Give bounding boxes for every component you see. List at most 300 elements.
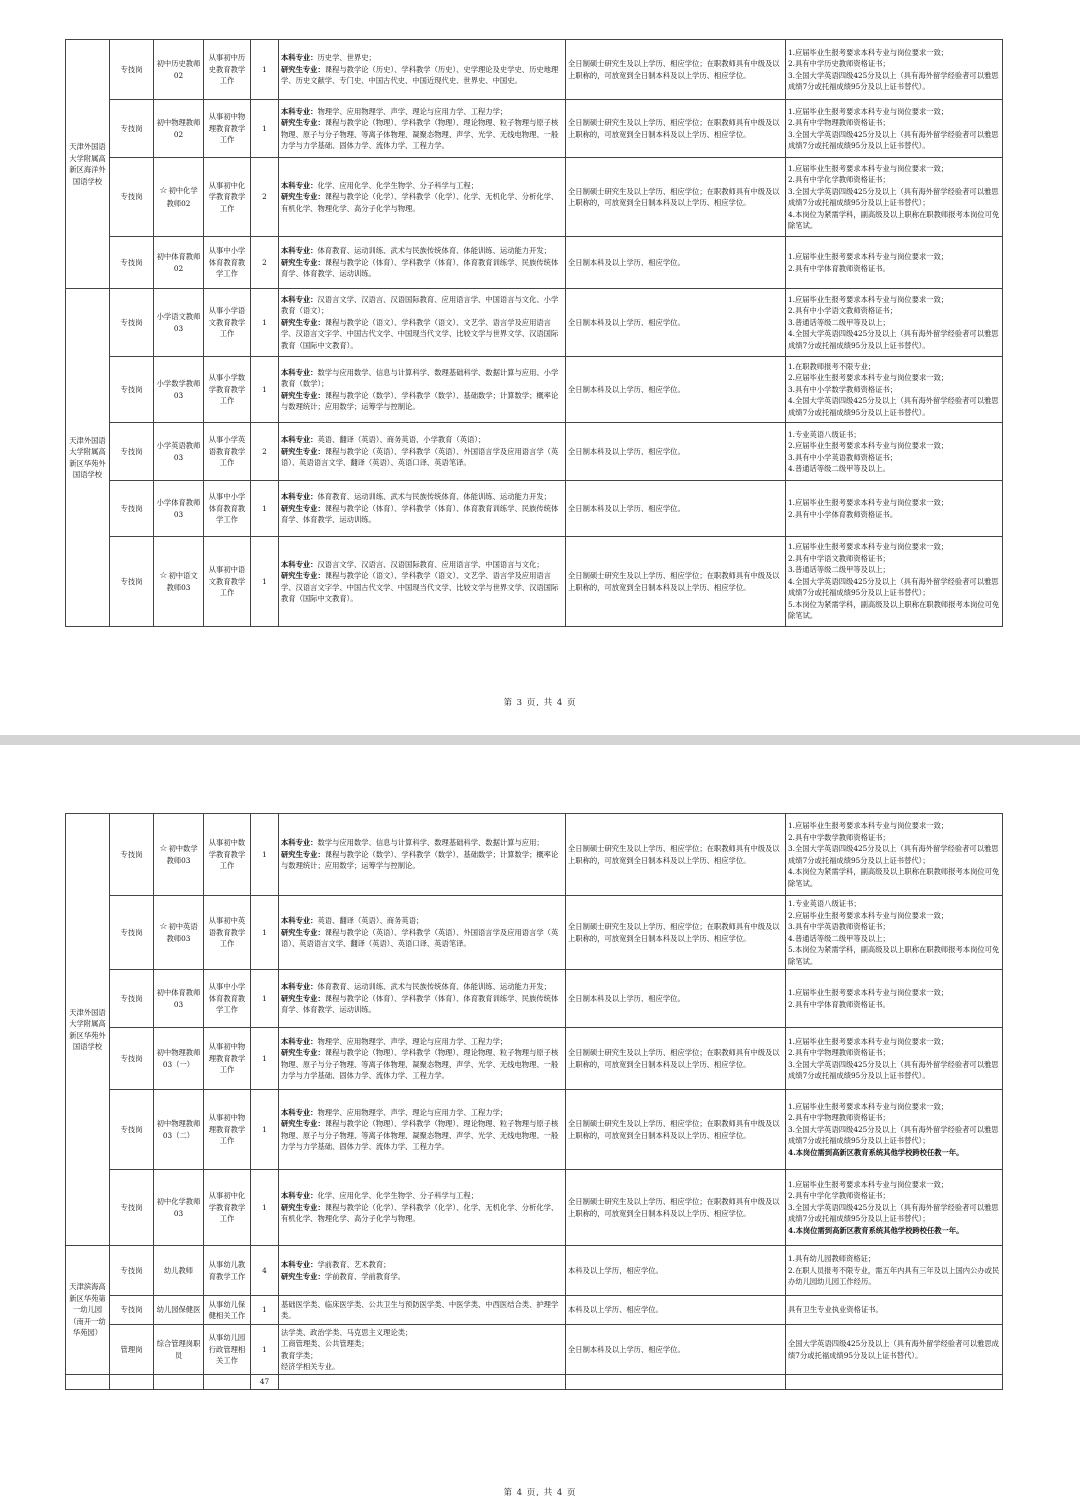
post-type-cell: 专技岗 [110,289,154,357]
position-name: 初中物理教师02 [156,118,201,139]
total-blank-cell [66,1375,110,1390]
requirement-line: 1.应届毕业生报考要求本科专业与岗位要求一致； [788,1101,949,1111]
total-row [66,1375,1003,1390]
major-text: 物理学、应用物理学、声学、理论与应用力学、工程力学； [317,1107,508,1117]
major-requirement-cell [279,357,566,423]
requirement-line: 4.全国大学英语四级425分及以上（具有海外留学经验者可以雅思成绩7分或托福成绩95分及以上证书替代）。 [788,329,999,350]
post-type-cell: 专技岗 [110,1090,154,1170]
requirement-line: 2.应届毕业生报考要求本科专业与岗位要求一致； [788,910,949,920]
education-requirement-cell: 全日制本科及以上学历、相应学位。 [566,481,786,537]
position-name-cell [154,289,204,357]
headcount-cell: 4 [251,1246,279,1296]
requirement-line: 3.全国大学英语四级425分及以上（具有海外留学经验者可以雅思成绩7分或托福成绩95分及以上证书替代）； [788,844,999,865]
major-line [281,981,563,993]
headcount-cell: 1 [251,814,279,896]
major-text: 汉语言文学、汉语言、汉语国际教育、应用语言学、中国语言与文化、小学教育（语文）； [281,294,559,316]
major-line [281,570,563,605]
employer-unit-cell: 天津外国语大学附属高新区华苑外国语学校 [66,289,110,627]
page-separator [0,735,1080,745]
position-name-cell [154,1296,204,1325]
headcount-cell: 1 [251,1028,279,1090]
major-line [281,1036,563,1048]
major-line [281,180,563,192]
job-description-cell: 从事初中数学教育教学工作 [204,814,251,896]
major-label: 本科专业： [281,53,318,63]
major-label: 本科专业： [281,1191,318,1201]
major-label: 本科专业： [281,982,318,992]
requirement-line: 3.全国大学英语四级425分及以上（具有海外留学经验者可以雅思成绩7分或托福成绩95分及以上证书替代）。 [788,1059,999,1080]
urgent-star-icon: ☆ [159,921,168,932]
major-text: 课程与教学论（英语）、学科教学（英语）、外国语言学及应用语言学（英语）、英语语言文学、翻译（英语）、英语口译、英语笔译。 [281,446,559,468]
education-requirement-cell: 全日制本科及以上学历、相应学位。 [566,357,786,423]
major-text: 数学与应用数学、信息与计算科学、数理基础科学、数据计算与应用； [317,838,544,848]
requirement-line: 1.在职教师报考不限专业； [788,361,876,371]
major-requirement-cell [279,423,566,481]
headcount-cell: 1 [251,896,279,970]
position-name: 初中化学教师02 [166,186,198,208]
major-line [281,1327,563,1339]
requirement-line: 1.应届毕业生报考要求本科专业与岗位要求一致； [788,988,949,997]
major-label: 研究生专业： [281,257,325,267]
major-requirement-cell [279,814,566,896]
major-requirement-cell [279,481,566,537]
position-name-cell [154,1170,204,1246]
major-requirement-cell [279,289,566,357]
table-row [66,1296,1003,1325]
headcount-cell: 2 [251,158,279,237]
headcount-cell: 1 [251,1296,279,1325]
major-line [281,927,563,950]
headcount-cell: 1 [251,357,279,423]
major-text: 教育学类； [281,1350,318,1360]
major-label: 研究生专业： [281,1119,325,1128]
table-row [66,970,1003,1028]
major-text: 化学、应用化学、化学生物学、分子科学与工程； [317,1191,479,1201]
table-row [66,537,1003,627]
table-row [66,1170,1003,1246]
major-text: 课程与教学论（语文）、学科教学（语文）、文艺学、语言学及应用语言学、汉语言文字学、中国古代文学、中国现当代文学、比较文学与世界文学、汉语国际教育（国际中文教育）。 [281,571,559,603]
major-line [281,1299,563,1322]
education-requirement-cell: 全日制硕士研究生及以上学历、相应学位；在职教师具有中级及以上职称的，可放宽到全日制本科及以上学历、相应学位。 [566,814,786,896]
education-requirement-cell: 全日制本科及以上学历、相应学位。 [566,237,786,289]
job-description-cell: 从事初中物理教育教学工作 [204,1090,251,1170]
requirement-line: 3.具有中学英语教师资格证书； [788,922,890,931]
major-label: 研究生专业： [281,503,325,513]
major-requirement-cell [279,1028,566,1090]
major-line [281,559,563,571]
major-requirement-cell [279,158,566,237]
requirement-line: 1.应届毕业生报考要求本科专业与岗位要求一致； [788,542,949,552]
table-row [66,357,1003,423]
requirement-line: 2.应届毕业生报考要求本科专业与岗位要求一致； [788,441,949,450]
major-line [281,257,563,280]
major-text: 体育教育、运动训练、武术与民族传统体育、体能训练、运动能力开发； [317,246,551,256]
requirement-line: 4.普通话等级二级甲等及以上。 [788,464,890,473]
major-text: 课程与教学论（体育）、学科教学（体育）、体育教育训练学、民族传统体育学、体育教学、运动训练。 [281,993,559,1015]
education-requirement-cell: 全日制硕士研究生及以上学历、相应学位；在职教师具有中级及以上职称的，可放宽到全日制本科及以上学历、相应学位。 [566,100,786,158]
position-name-cell [154,357,204,423]
major-line [281,1107,563,1119]
post-type-cell: 专技岗 [110,1296,154,1325]
major-line [281,1259,563,1271]
total-blank-cell [786,1375,1003,1390]
education-requirement-cell: 本科及以上学历、相应学位。 [566,1296,786,1325]
job-description-cell: 从事中小学体育教育教学工作 [204,237,251,289]
requirement-line: 1.应届毕业生报考要求本科专业与岗位要求一致； [788,498,949,507]
major-label: 本科专业： [281,180,318,190]
major-line [281,1118,563,1153]
requirement-line-bold: 4.本岗位需到高新区教育系统其他学校跨校任教一年。 [788,1225,964,1235]
major-requirement-cell [279,1170,566,1246]
requirement-line: 2.具有中小学语文教师资格证书； [788,306,898,316]
major-text: 课程与教学论（物理）、学科教学（物理）、理论物理、粒子物理与原子核物理、原子与分子物理、等离子体物理、凝聚态物理、声学、光学、无线电物理、一般力学与力学基础、固体力学、流体力学、工程力学。 [281,1048,559,1080]
requirement-line: 2.具有中学语文教师资格证书； [788,553,890,563]
document-page-4 [0,745,1080,1508]
major-text: 课程与教学论（数学）、学科教学（数学）、基础数学；计算数学；概率论与数理统计；应用数学；运筹学与控制论。 [281,849,559,871]
position-name: 幼儿园保健医 [156,1305,201,1315]
post-type-cell: 管理岗 [110,1325,154,1375]
table-row [66,289,1003,357]
major-text: 课程与教学论（物理）、学科教学（物理）、理论物理、粒子物理与原子核物理、原子与分子物理、等离子体物理、凝聚态物理、声学、光学、无线电物理、一般力学与力学基础、固体力学、流体力学、工程力学。 [281,1119,559,1151]
position-name: 小学语文教师03 [156,312,201,333]
major-text: 课程与教学论（数学）、学科教学（数学）、基础数学；计算数学；概率论与数理统计；应用数学；运筹学与控制论。 [281,390,559,411]
major-line [281,191,563,214]
table-row [66,1246,1003,1296]
requirement-line: 3.全国大学英语四级425分及以上（具有海外留学经验者可以雅思成绩7分或托福成绩95分及以上证书替代）； [788,1202,999,1224]
major-label: 研究生专业： [281,571,325,580]
major-line [281,294,563,317]
major-text: 化学、应用化学、化学生物学、分子科学与工程； [317,180,479,190]
position-name-cell [154,537,204,627]
job-description-cell: 从事小学英语教育教学工作 [204,423,251,481]
post-type-cell: 专技岗 [110,970,154,1028]
other-requirement-cell [786,1325,1003,1375]
other-requirement-cell [786,423,1003,481]
major-text: 经济学相关专业。 [281,1362,340,1371]
major-text: 汉语言文学、汉语言、汉语国际教育、应用语言学、中国语言与文化； [317,559,544,569]
other-requirement-cell [786,100,1003,158]
employer-unit-cell: 天津外国语大学附属高新区华苑外国语学校 [66,814,110,1246]
position-name-cell [154,481,204,537]
major-requirement-cell [279,237,566,289]
position-name: 初中体育教师03 [156,988,201,1009]
major-line [281,390,563,413]
requirement-line: 2.具有中学历史教师资格证书； [788,59,890,68]
major-label: 本科专业： [281,1260,318,1269]
requirement-line: 2.具有中学物理教师资格证书； [788,1048,890,1057]
other-requirement-cell [786,1246,1003,1296]
requirement-line: 1.应届毕业生报考要求本科专业与岗位要求一致； [788,1036,949,1046]
page-footer: 第 3 页, 共 4 页 [503,698,577,708]
requirement-line: 5.本岗位为紧需学科，副高级及以上职称在职教师报考本岗位可免除笔试。 [788,599,1000,621]
job-description-cell: 从事初中历史教育教学工作 [204,40,251,100]
education-requirement-cell: 全日制本科及以上学历、相应学位。 [566,1325,786,1375]
total-headcount-cell: 47 [251,1375,279,1390]
major-line [281,52,563,64]
education-requirement-cell: 全日制硕士研究生及以上学历、相应学位；在职教师具有中级及以上职称的，可放宽到全日制本科及以上学历、相应学位。 [566,40,786,100]
requirement-line-bold: 4.本岗位需到高新区教育系统其他学校跨校任教一年。 [788,1147,964,1157]
education-requirement-cell: 全日制硕士研究生及以上学历、相应学位；在职教师具有中级及以上职称的，可放宽到全日制本科及以上学历、相应学位。 [566,896,786,970]
job-description-cell: 从事小学语文教育教学工作 [204,289,251,357]
requirement-line: 1.应届毕业生报考要求本科专业与岗位要求一致； [788,252,949,261]
major-line [281,837,563,849]
major-label: 研究生专业： [281,118,325,127]
major-label: 本科专业： [281,492,318,502]
total-blank-cell [279,1375,566,1390]
post-type-cell: 专技岗 [110,237,154,289]
position-name: 初中体育教师02 [156,252,201,273]
post-type-cell: 专技岗 [110,896,154,970]
employer-unit-cell: 天津滨海高新区华苑第一幼儿园（南开一幼华苑园） [66,1246,110,1375]
major-text: 学前教育、艺术教育； [317,1260,391,1269]
major-line [281,1047,563,1082]
headcount-cell: 1 [251,1170,279,1246]
major-label: 本科专业： [281,294,318,304]
requirement-line: 2.应届毕业生报考要求本科专业与岗位要求一致； [788,373,949,383]
major-text: 课程与教学论（历史）、学科教学（历史）、史学理论及史学史、历史地理学、历史文献学、专门史、中国古代史、中国近现代史、世界史、中国史。 [281,64,559,86]
requirement-line: 3.全国大学英语四级425分及以上（具有海外留学经验者可以雅思成绩7分或托福成绩95分及以上证书替代）。 [788,70,999,91]
job-description-cell: 从事幼儿教育教学工作 [204,1246,251,1296]
position-name: 小学数学教师03 [156,379,201,400]
requirement-line: 2.具有中学化学教师资格证书； [788,175,890,184]
major-label: 本科专业： [281,435,318,445]
major-text: 课程与教学论（化学）、学科教学（化学）、化学、无机化学、分析化学、有机化学、物理化学、高分子化学与物理。 [281,1202,559,1224]
major-line [281,446,563,469]
table-row [66,1028,1003,1090]
requirement-line: 2.具有中小学体育教师资格证书。 [788,509,898,519]
post-type-cell: 专技岗 [110,40,154,100]
major-text: 课程与教学论（英语）、学科教学（英语）、外国语言学及应用语言学（英语）、英语语言文学、翻译（英语）、英语口译、英语笔译。 [281,927,559,949]
major-line [281,106,563,118]
position-name-cell [154,1246,204,1296]
headcount-cell: 1 [251,481,279,537]
urgent-star-icon: ☆ [159,186,168,196]
major-label: 本科专业： [281,838,318,848]
table-row [66,1325,1003,1375]
requirement-line: 3.全国大学英语四级425分及以上（具有海外留学经验者可以雅思成绩7分或托福成绩95分及以上证书替代）； [788,186,999,207]
position-name: 幼儿教师 [163,1265,194,1275]
major-line [281,317,563,352]
major-line [281,1338,563,1350]
education-requirement-cell: 全日制本科及以上学历、相应学位。 [566,289,786,357]
major-requirement-cell [279,1325,566,1375]
major-text: 课程与教学论（体育）、学科教学（体育）、体育教育训练学、民族传统体育学、体育教学、运动训练。 [281,503,559,525]
headcount-cell: 1 [251,970,279,1028]
major-label: 研究生专业： [281,317,325,327]
job-description-cell: 从事初中语文教育教学工作 [204,537,251,627]
document-page-3 [0,0,1080,735]
major-line [281,849,563,872]
major-requirement-cell [279,896,566,970]
table-row [66,481,1003,537]
post-type-cell: 专技岗 [110,1170,154,1246]
headcount-cell: 1 [251,289,279,357]
major-requirement-cell [279,40,566,100]
education-requirement-cell: 全日制本科及以上学历、相应学位。 [566,423,786,481]
major-label: 研究生专业： [281,1048,325,1057]
major-line [281,367,563,390]
job-description-cell: 从事幼儿保健相关工作 [204,1296,251,1325]
job-description-cell: 从事初中物理教育教学工作 [204,100,251,158]
major-label: 本科专业： [281,246,318,256]
requirement-line: 1.专业英语八级证书； [788,429,861,439]
major-text: 课程与教学论（体育）、学科教学（体育）、体育教育训练学、民族传统体育学、体育教学、运动训练。 [281,257,559,279]
requirement-line: 2.在职人员报考不限专业，需五年内具有三年及以上国内公办或民办幼儿园幼儿园工作经历。 [788,1265,1000,1287]
major-text: 学前教育、学前教育学。 [324,1271,406,1281]
major-line [281,1271,563,1283]
education-requirement-cell: 全日制硕士研究生及以上学历、相应学位；在职教师具有中级及以上职称的，可放宽到全日制本科及以上学历、相应学位。 [566,537,786,627]
other-requirement-cell [786,1028,1003,1090]
recruitment-table [65,39,1003,627]
major-text: 课程与教学论（化学）、学科教学（化学）、化学、无机化学、分析化学、有机化学、物理化学、高分子化学与物理。 [281,192,559,213]
post-type-cell: 专技岗 [110,481,154,537]
requirement-line: 1.应届毕业生报考要求本科专业与岗位要求一致； [788,821,949,830]
requirement-line: 1.应届毕业生报考要求本科专业与岗位要求一致； [788,163,949,173]
employer-unit-cell: 天津外国语大学附属高新区海洋外国语学校 [66,40,110,289]
major-text: 物理学、应用物理学、声学、理论与应用力学、工程力学； [317,106,508,116]
other-requirement-cell [786,1170,1003,1246]
job-description-cell: 从事初中化学教育教学工作 [204,1170,251,1246]
page-footer: 第 4 页, 共 4 页 [503,1488,577,1498]
requirement-line: 5.本岗位为紧需学科，副高级及以上职称在职教师报考本岗位可免除笔试。 [788,945,1000,966]
headcount-cell: 1 [251,40,279,100]
headcount-cell: 1 [251,100,279,158]
major-text: 体育教育、运动训练、武术与民族传统体育、体能训练、运动能力开发； [317,492,551,502]
major-line [281,434,563,446]
requirement-line: 4.全国大学英语四级425分及以上（具有海外留学经验者可以雅思成绩7分或托福成绩95分及以上证书替代）。 [788,396,999,417]
major-text: 数学与应用数学、信息与计算科学、数理基础科学、数据计算与应用、小学教育（数学）； [281,367,559,388]
requirement-line: 4.普通话等级二级甲等及以上； [788,933,890,943]
requirement-line: 具有卫生专业执业资格证书。 [788,1305,883,1315]
major-requirement-cell [279,537,566,627]
job-description-cell: 从事初中化学教育教学工作 [204,158,251,237]
job-description-cell: 从事小学数学教育教学工作 [204,357,251,423]
total-blank-cell [204,1375,251,1390]
requirement-line: 1.专业英语八级证书； [788,899,861,908]
position-name: 综合管理岗职员 [156,1339,201,1360]
major-label: 本科专业： [281,1107,318,1117]
table-row [66,896,1003,970]
table-row [66,1090,1003,1170]
position-name-cell [154,970,204,1028]
major-text: 物理学、应用物理学、声学、理论与应用力学、工程力学； [317,1036,508,1046]
requirement-line: 3.具有中小学英语教师资格证书； [788,452,898,462]
major-requirement-cell [279,1090,566,1170]
position-name-cell [154,814,204,896]
other-requirement-cell [786,158,1003,237]
requirement-line: 4.本岗位为紧需学科，副高级及以上职称在职教师报考本岗位可免除笔试。 [788,867,1000,888]
headcount-cell: 1 [251,537,279,627]
position-name-cell [154,40,204,100]
major-text: 工商管理类、公共管理类； [281,1339,369,1348]
headcount-cell: 2 [251,237,279,289]
table-row [66,423,1003,481]
requirement-line: 2.具有中学体育教师资格证书。 [788,999,890,1009]
other-requirement-cell [786,289,1003,357]
major-text: 英语、翻译（英语）、商务英语、小学教育（英语）； [317,435,486,445]
major-label: 研究生专业： [281,192,325,202]
major-label: 研究生专业： [281,1271,325,1281]
other-requirement-cell [786,537,1003,627]
post-type-cell: 专技岗 [110,814,154,896]
education-requirement-cell: 全日制硕士研究生及以上学历、相应学位；在职教师具有中级及以上职称的，可放宽到全日制本科及以上学历、相应学位。 [566,1028,786,1090]
position-name-cell [154,100,204,158]
table-row [66,158,1003,237]
headcount-cell: 1 [251,1090,279,1170]
major-line [281,491,563,503]
major-text: 课程与教学论（物理）、学科教学（物理）、理论物理、粒子物理与原子核物理、原子与分子物理、等离子体物理、凝聚态物理、声学、光学、无线电物理、一般力学与力学基础、固体力学、流体力学、工程力学。 [281,118,559,150]
major-text: 课程与教学论（语文）、学科教学（语文）、文艺学、语言学及应用语言学、汉语言文字学、中国古代文学、中国现当代文学、比较文学与世界文学、汉语国际教育（国际中文教育）。 [281,317,559,350]
requirement-line: 1.具有幼儿园教师资格证； [788,1254,876,1264]
requirement-line: 3.普通话等级二级甲等及以上； [788,565,890,575]
job-description-cell: 从事初中物理教育教学工作 [204,1028,251,1090]
position-name-cell [154,423,204,481]
post-type-cell: 专技岗 [110,100,154,158]
other-requirement-cell [786,481,1003,537]
requirement-line: 2.具有中学数学教师资格证书； [788,832,890,842]
position-name: 初中物理教师03（二） [156,1119,201,1140]
other-requirement-cell [786,40,1003,100]
requirement-line: 2.具有中学物理教师资格证书； [788,1113,890,1123]
major-line [281,245,563,257]
post-type-cell: 专技岗 [110,423,154,481]
education-requirement-cell: 全日制硕士研究生及以上学历、相应学位；在职教师具有中级及以上职称的，可放宽到全日制本科及以上学历、相应学位。 [566,158,786,237]
table-row [66,237,1003,289]
requirement-line: 1.应届毕业生报考要求本科专业与岗位要求一致； [788,47,949,57]
job-description-cell: 从事初中英语教育教学工作 [204,896,251,970]
requirement-line: 1.应届毕业生报考要求本科专业与岗位要求一致； [788,294,949,304]
other-requirement-cell [786,970,1003,1028]
other-requirement-cell [786,1090,1003,1170]
major-label: 研究生专业： [281,849,325,859]
major-text: 历史学、世界史； [317,53,376,63]
major-line [281,1350,563,1362]
requirement-line: 4.本岗位为紧需学科，副高级及以上职称在职教师报考本岗位可免除笔试。 [788,209,1000,230]
education-requirement-cell: 全日制本科及以上学历、相应学位。 [566,970,786,1028]
position-name: 初中数学教师03 [166,843,198,865]
requirement-line: 2.具有中学物理教师资格证书； [788,118,890,127]
other-requirement-cell [786,237,1003,289]
total-blank-cell [110,1375,154,1390]
major-requirement-cell [279,1246,566,1296]
requirement-line: 1.应届毕业生报考要求本科专业与岗位要求一致； [788,1179,949,1189]
position-name-cell [154,158,204,237]
major-line [281,915,563,927]
major-requirement-cell [279,1296,566,1325]
table-row [66,814,1003,896]
other-requirement-cell [786,1296,1003,1325]
recruitment-table [65,813,1003,1390]
major-line [281,993,563,1016]
requirement-line: 1.应届毕业生报考要求本科专业与岗位要求一致； [788,106,949,116]
post-type-cell: 专技岗 [110,1028,154,1090]
major-label: 研究生专业： [281,390,325,400]
education-requirement-cell: 本科及以上学历，相应学位。 [566,1246,786,1296]
requirement-line: 3.全国大学英语四级425分及以上（具有海外留学经验者可以雅思成绩7分或托福成绩95分及以上证书替代）。 [788,129,999,150]
post-type-cell: 专技岗 [110,158,154,237]
table-row [66,100,1003,158]
urgent-star-icon: ☆ [159,843,168,854]
headcount-cell: 1 [251,1325,279,1375]
major-line [281,1190,563,1202]
position-name-cell [154,1090,204,1170]
other-requirement-cell [786,357,1003,423]
urgent-star-icon: ☆ [159,570,168,581]
position-name-cell [154,896,204,970]
position-name: 初中物理教师03（一） [156,1048,201,1069]
requirement-line: 2.具有中学体育教师资格证书。 [788,263,890,273]
education-requirement-cell: 全日制硕士研究生及以上学历、相应学位；在职教师具有中级及以上职称的，可放宽到全日制本科及以上学历、相应学位。 [566,1090,786,1170]
